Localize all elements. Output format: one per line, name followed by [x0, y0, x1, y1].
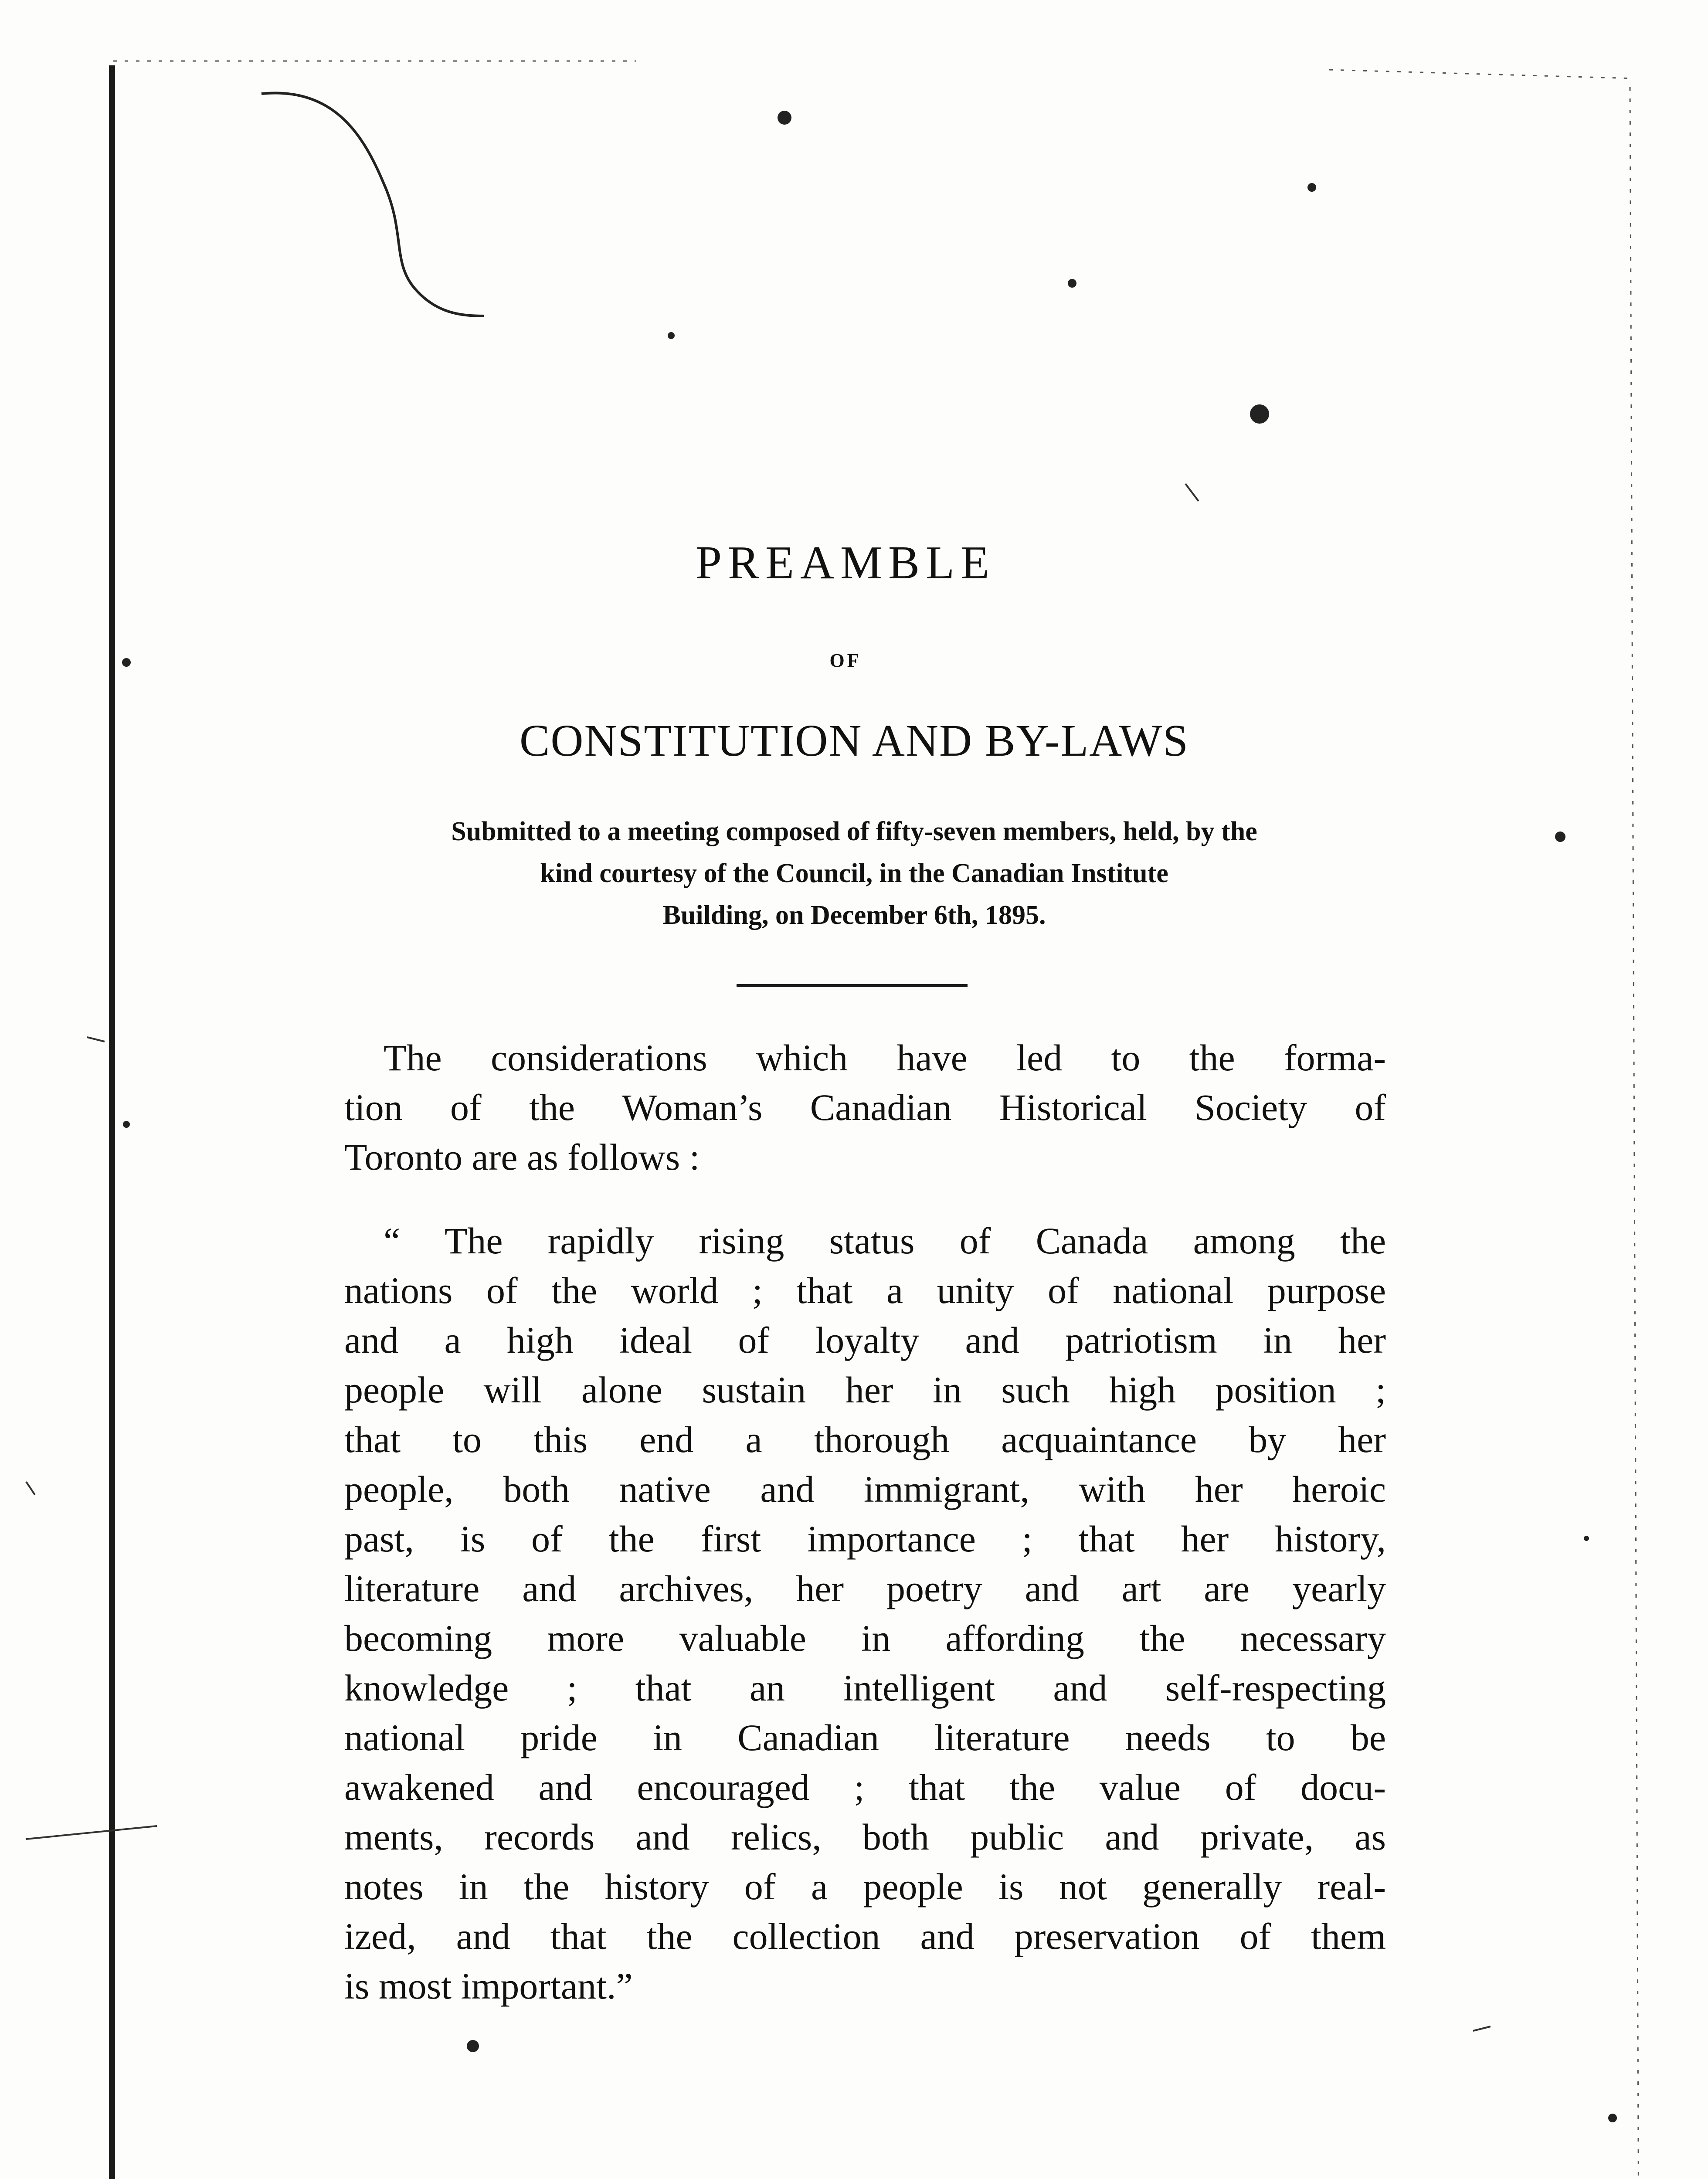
- intro-paragraph: [344, 1033, 1386, 1182]
- text-line: that to this end a thorough acquaintance by her: [344, 1419, 1386, 1460]
- text-line: becoming more valuable in affording the necessary: [344, 1617, 1386, 1659]
- text-line: people, both native and immigrant, with her heroic: [344, 1468, 1386, 1510]
- subtitle-line: Building, on December 6th, 1895.: [662, 900, 1046, 930]
- text-line: notes in the history of a people is not generally real-: [344, 1866, 1386, 1907]
- of-label: OF: [829, 650, 862, 671]
- text-line: nations of the world ; that a unity of national purpose: [344, 1269, 1386, 1311]
- text-line: is most important.”: [344, 1965, 633, 2007]
- text-line: awakened and encouraged ; that the value of docu-: [344, 1766, 1386, 1808]
- text-line: literature and archives, her poetry and art are yearly: [344, 1568, 1386, 1609]
- subtitle-line: kind courtesy of the Council, in the Canadian Institute: [540, 859, 1168, 888]
- text-line: and a high ideal of loyalty and patriotism in her: [344, 1319, 1386, 1361]
- pencil-stroke: [261, 93, 484, 316]
- text-line: tion of the Woman’s Canadian Historical Society of: [344, 1086, 1386, 1128]
- text-line: past, is of the first importance ; that her history,: [344, 1518, 1386, 1560]
- quote-paragraph: [344, 1216, 1386, 2011]
- text-line: national pride in Canadian literature needs to be: [344, 1717, 1386, 1758]
- text-line: ments, records and relics, both public and private, as: [344, 1816, 1386, 1858]
- subtitle-line: Submitted to a meeting composed of fifty-seven members, held, by the: [451, 817, 1257, 846]
- text-line: “ The rapidly rising status of Canada among the: [384, 1220, 1386, 1262]
- subtitle: [331, 811, 1377, 936]
- text-line: Toronto are as follows :: [344, 1136, 700, 1178]
- divider: [737, 984, 968, 987]
- preamble-title: PREAMBLE: [695, 537, 996, 589]
- text-line: The considerations which have led to the forma-: [384, 1037, 1386, 1079]
- text-line: ized, and that the collection and preservation of them: [344, 1915, 1386, 1957]
- text-line: people will alone sustain her in such high position ;: [344, 1369, 1386, 1411]
- text-line: knowledge ; that an intelligent and self-respecting: [344, 1667, 1386, 1709]
- constitution-title: CONSTITUTION AND BY-LAWS: [519, 716, 1189, 766]
